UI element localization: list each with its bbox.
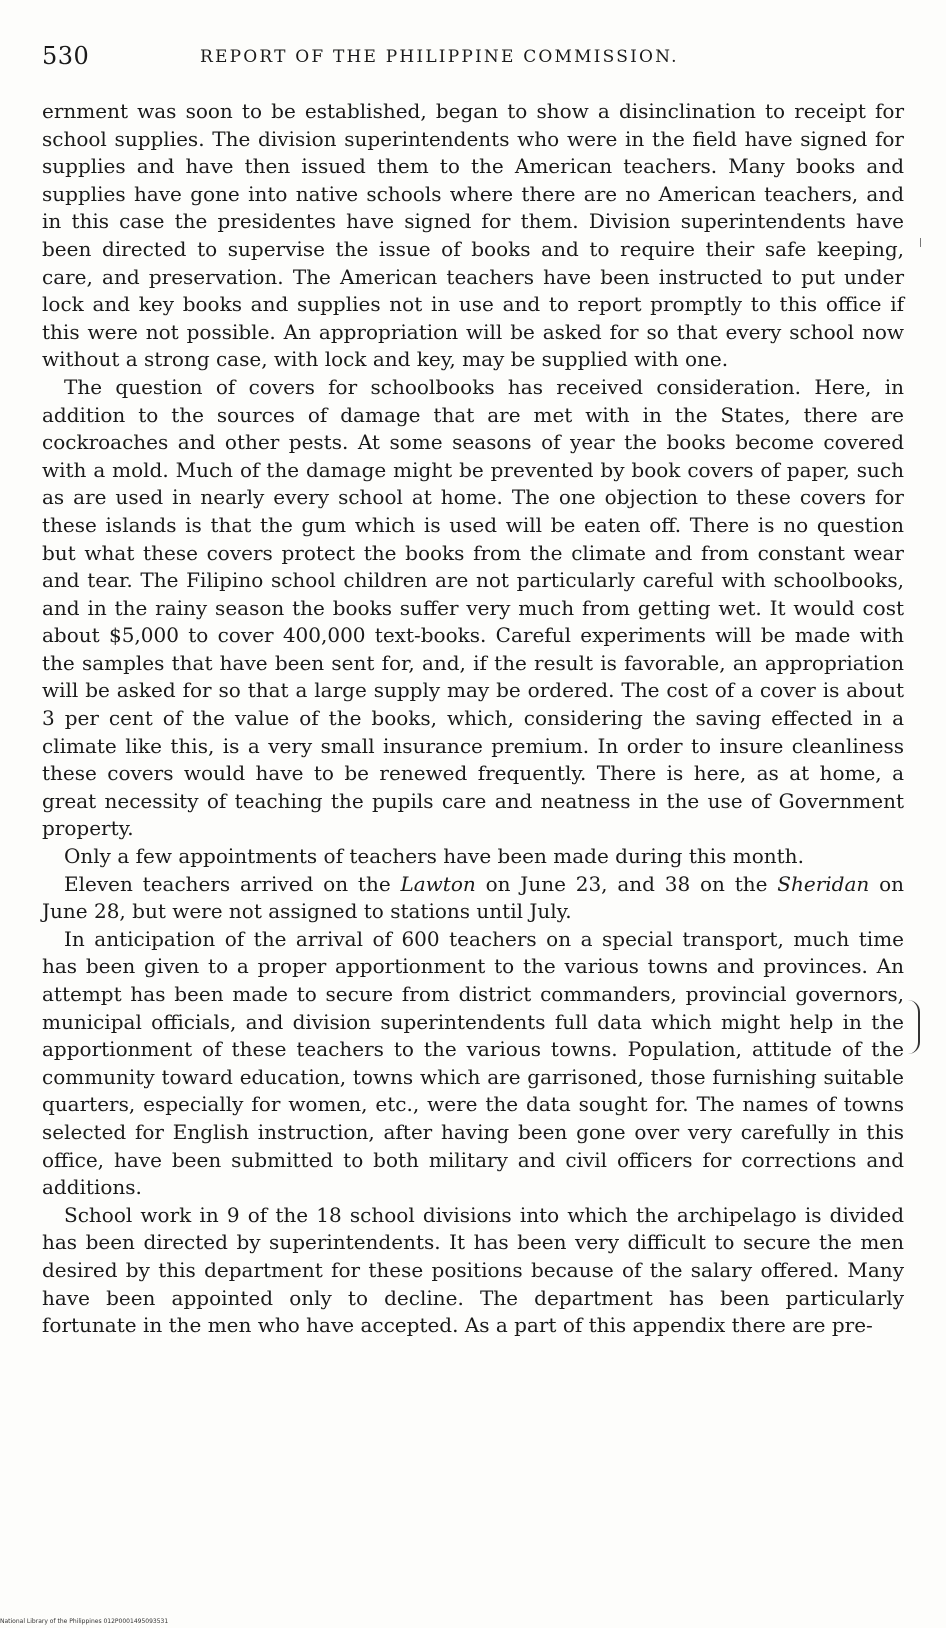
paragraph-appointments: Only a few appointments of teachers have been made during this month.	[64, 844, 804, 869]
margin-tick-mark	[920, 238, 926, 247]
paragraph-apportionment: In anticipation of the arrival of 600 teachers on a special transport, much time has been given to a proper apportionment to the various towns and provinces. An attempt has been made to secure from district commanders, provincial governors, municipal officials, and division superintendents full data which might help in the apportionment of these teachers to the various towns. Population, attitude of the community toward education, towns which are garrisoned, those furnishing suitable quarters, especially for women, etc., were the data sought for. The names of towns selected for English instruction, after having been gone over very carefully in this office, have been submitted to both military and civil officers for corrections and additions.	[42, 926, 904, 1200]
body-text	[42, 98, 904, 1340]
page-number: 530	[42, 42, 90, 70]
paragraph-school-divisions: School work in 9 of the 18 school divisions into which the archipelago is divided has been directed by superintendents. It has been very difficult to secure the men desired by this department for these positions because of the salary offered. Many have been appointed only to decline. The department has been particularly fortunate in the men who have accepted. As a part of this appendix there are pre-	[42, 1202, 904, 1338]
running-title: REPORT OF THE PHILIPPINE COMMISSION.	[200, 47, 679, 67]
paragraph-book-covers: The question of covers for schoolbooks has received consideration. Here, in addition to the sources of damage that are met with in the States, there are cockroaches and other pests. At some seasons of year the books become covered with a mold. Much of the damage might be prevented by book covers of paper, such as are used in nearly every school at home. The one objection to these covers for these islands is that the gum which is used will be eaten off. There is no question but what these covers protect the books from the climate and from constant wear and tear. The Filipino school children are not particularly careful with schoolbooks, and in the rainy season the books suffer very much from getting wet. It would cost about $5,000 to cover 400,000 text-books. Careful experiments will be made with the samples that have been sent for, and, if the result is favorable, an appropriation will be asked for so that a large supply may be ordered. The cost of a cover is about 3 per cent of the value of the books, which, considering the saving effected in a climate like this, is a very small insurance premium. In order to insure cleanliness these covers would have to be renewed frequently. There is here, as at home, a great necessity of teaching the pupils care and neatness in the use of Government property.	[42, 374, 904, 841]
arrivals-text-1: Eleven teachers arrived on the	[64, 871, 401, 896]
arrivals-text-3: on June 28, but were not assigned to stations until July.	[42, 871, 905, 924]
ship-name-sheridan: Sheridan	[777, 871, 870, 896]
margin-bracket-mark	[908, 1000, 920, 1054]
ship-name-lawton: Lawton	[400, 871, 476, 896]
scan-footer: National Library of the Philippines 012P0001495093531	[0, 1618, 169, 1625]
paragraph-arrivals	[42, 871, 904, 926]
arrivals-text-2: on June 23, and 38 on the	[475, 871, 778, 896]
paragraph-continued: ernment was soon to be established, began to show a disinclination to receipt for school supplies. The division superintendents who were in the field have signed for supplies and have then issued them to the American teachers. Many books and supplies have gone into native schools where there are no American teachers, and in this case the presidentes have signed for them. Division superintendents have been directed to supervise the issue of books and to require their safe keeping, care, and preservation. The American teachers have been instructed to put under lock and key books and supplies not in use and to report promptly to this office if this were not possible. An appropriation will be asked for so that every school now without a strong case, with lock and key, may be supplied with one.	[42, 99, 904, 372]
page-header	[42, 42, 902, 72]
